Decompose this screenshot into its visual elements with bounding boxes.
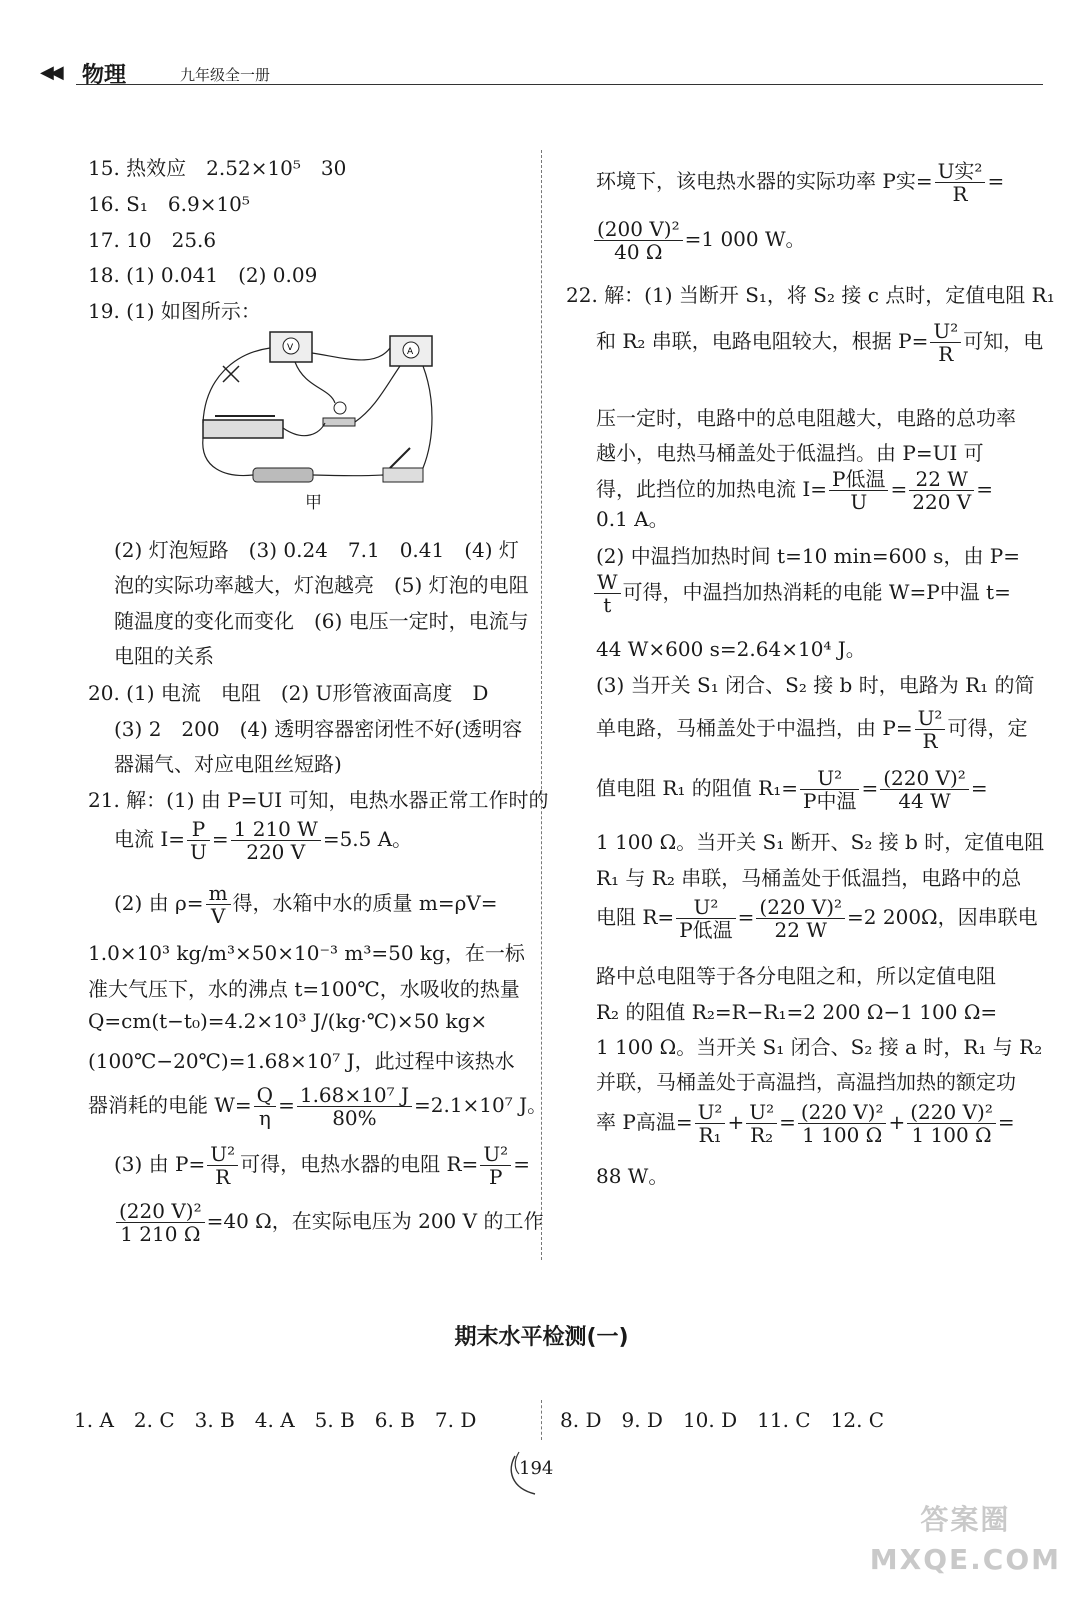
text: =5.5 A。 <box>322 827 413 851</box>
answer-19-line4: 随温度的变化而变化 (6) 电压一定时，电流与 <box>114 609 529 633</box>
answer-20-line2: (3) 2 200 (4) 透明容器密闭性不好(透明容 <box>114 717 523 741</box>
fraction <box>207 1143 238 1188</box>
fraction <box>935 160 986 205</box>
answer-21-mass <box>114 882 498 927</box>
numerator: W <box>594 571 621 594</box>
answers-left: 1. A 2. C 3. B 4. A 5. B 6. B 7. D <box>74 1408 477 1432</box>
denominator: R <box>922 729 938 753</box>
denominator: P低温 <box>679 918 733 942</box>
denominator: 220 V <box>912 490 972 514</box>
numerator: Q <box>254 1084 276 1107</box>
answer-21-power <box>592 218 806 263</box>
numerator: U² <box>746 1101 777 1124</box>
answers-right: 8. D 9. D 10. D 11. C 12. C <box>560 1408 885 1432</box>
text: 环境下，该电热水器的实际功率 P实= <box>596 169 933 193</box>
fraction <box>798 1101 887 1146</box>
answer-21-line7: (100℃−20℃)=1.68×10⁷ J，此过程中该热水 <box>88 1049 515 1073</box>
wire <box>203 348 270 423</box>
fraction <box>695 1101 726 1146</box>
denominator: R <box>938 342 954 366</box>
answer-19-line3: 泡的实际功率越大，灯泡越亮 (5) 灯泡的电阻 <box>114 573 529 597</box>
numerator: U² <box>695 1101 726 1124</box>
answer-22-r1: 值电阻 R₁ 的阻值 R₁= $\frac{\text{U²}}{\text{P中温}}$ = $\frac{\text{(220 V)²}}{44 W}$ = <box>596 766 988 813</box>
numerator: (200 V)² <box>594 218 683 241</box>
numerator: (220 V)² <box>880 767 969 790</box>
answer-17: 17. 10 25.6 <box>88 228 217 252</box>
answer-22-line17: R₂ 的阻值 R₂=R−R₁=2 200 Ω−1 100 Ω= <box>596 1000 998 1024</box>
answer-15: 15. 热效应 2.52×10⁵ 30 <box>88 156 347 180</box>
column-divider <box>541 150 542 1260</box>
text: 得，水箱中水的质量 m=ρV= <box>232 891 498 915</box>
text: (3) 由 P= <box>114 1152 206 1176</box>
denominator: 40 Ω <box>614 240 663 264</box>
numerator: m <box>206 882 231 905</box>
denominator: 22 W <box>774 918 827 942</box>
text: 可得，电热水器的电阻 R= <box>240 1152 479 1176</box>
numerator: U² <box>800 767 859 790</box>
text: =1 000 W。 <box>684 227 806 251</box>
answer-22-line2 <box>596 320 1043 365</box>
text: = <box>970 776 988 800</box>
circuit-diagram <box>195 328 445 498</box>
answer-22-current: 得，此挡位的加热电流 I= $\frac{\text{P低温}}{U}$ = $\frac{22 W}{220 V}$ = <box>596 467 993 514</box>
answer-21-cont <box>596 160 1004 205</box>
text: 值电阻 R₁ 的阻值 R₁= <box>596 776 798 800</box>
answer-18: 18. (1) 0.041 (2) 0.09 <box>88 263 318 287</box>
answer-20: 20. (1) 电流 电阻 (2) U形管液面高度 D <box>88 681 489 705</box>
denominator: U <box>850 490 868 514</box>
text: 电流 I= <box>114 827 186 851</box>
answer-19-line5: 电阻的关系 <box>114 644 214 668</box>
text: (2) 由 ρ= <box>114 891 204 915</box>
answer-22-line4: 越小，电热马桶盖处于低温挡。由 P=UI 可 <box>596 441 984 465</box>
fraction <box>746 1101 777 1146</box>
numerator: U² <box>915 707 946 730</box>
answer-22-high-power: 率 P高温= $\frac{\text{U²}}{\text{R₁}}$ + $\frac{\text{U²}}{\text{R₂}}$ = $\frac{\text{(220 V)²}}{1 100 \Omega}$ + $\frac{\text{(220 V)²}}{1 100 \Omega}$ = <box>596 1100 1015 1147</box>
numerator: U² <box>207 1143 238 1166</box>
fraction <box>880 767 969 812</box>
denominator: 1 100 Ω <box>911 1123 992 1147</box>
answer-16: 16. S₁ 6.9×10⁵ <box>88 192 250 216</box>
denominator: 1 100 Ω <box>802 1123 883 1147</box>
numerator: 1.68×10⁷ J <box>297 1084 412 1107</box>
answer-21-line6: Q=cm(t−t₀)=4.2×10³ J/(kg·℃)×50 kg× <box>88 1009 488 1033</box>
figure-caption: 甲 <box>305 493 322 513</box>
wire <box>313 475 383 476</box>
wire <box>203 438 253 476</box>
text: =2 200Ω，因串联电 <box>847 905 1038 929</box>
denominator: P中温 <box>802 789 857 813</box>
bulb-base <box>323 418 355 426</box>
switch-lever <box>390 448 410 468</box>
text: = <box>997 1110 1015 1134</box>
numerator: U² <box>676 896 735 919</box>
answer-22-line14: R₁ 与 R₂ 串联，马桶盖处于低温挡，电路中的总 <box>596 866 1022 890</box>
numerator: U² <box>480 1143 511 1166</box>
denominator: η <box>258 1106 271 1130</box>
fraction <box>297 1084 412 1129</box>
fraction <box>676 896 735 941</box>
text: = <box>513 1152 530 1176</box>
switch <box>383 468 423 482</box>
answer-21: 21. 解：(1) 由 P=UI 可知，电热水器正常工作时的 <box>88 788 549 812</box>
voltmeter-symbol: V <box>287 343 294 353</box>
answer-21-last <box>114 1200 543 1245</box>
fraction <box>907 1101 996 1146</box>
wire <box>355 366 400 422</box>
watermark: 答案圈 MXQE.COM <box>869 1503 1061 1576</box>
denominator: P <box>489 1165 503 1189</box>
subject-title: 物理 <box>82 63 127 88</box>
denominator: R <box>215 1165 231 1189</box>
fraction <box>915 707 946 752</box>
answer-22-line16: 路中总电阻等于各分电阻之和，所以定值电阻 <box>596 964 996 988</box>
text: 单电路，马桶盖处于中温挡，由 P= <box>596 716 913 740</box>
fraction <box>829 468 888 513</box>
header-arrow-icon: ◀◀ <box>40 62 60 83</box>
text: 可知，电 <box>963 329 1044 353</box>
denominator: R₂ <box>750 1123 774 1147</box>
answer-22-line13: 1 100 Ω。当开关 S₁ 断开、S₂ 接 b 时，定值电阻 <box>596 830 1045 854</box>
fraction <box>594 218 683 263</box>
fraction <box>800 767 859 812</box>
numerator: U² <box>930 320 961 343</box>
text: 率 P高温= <box>596 1110 693 1134</box>
answers-divider <box>541 1400 542 1440</box>
wire <box>283 423 325 436</box>
wire <box>423 366 432 468</box>
answer-22-energy <box>592 571 1011 616</box>
answer-22-line21: 88 W。 <box>596 1164 669 1188</box>
numerator: (220 V)² <box>907 1101 996 1124</box>
denominator: R <box>952 182 968 206</box>
cross-mark-icon <box>223 366 239 382</box>
answer-21-current: 电流 I= $\frac{P}{U}$ = $\frac{1 210 W}{220 V}$ =5.5 A。 <box>114 817 413 864</box>
answer-21-line5: 准大气压下，水的沸点 t=100℃，水吸收的热量 <box>88 977 520 1001</box>
wire <box>295 362 335 403</box>
answer-19: 19. (1) 如图所示： <box>88 299 261 323</box>
fraction <box>909 468 974 513</box>
section-title: 期末水平检测(一) <box>454 1325 629 1350</box>
fraction <box>187 818 210 863</box>
text: =40 Ω，在实际电压为 200 V 的工作 <box>206 1209 544 1233</box>
answer-22-line7: (2) 中温挡加热时间 t=10 min=600 s，由 P= <box>596 544 1021 568</box>
fraction <box>206 882 231 927</box>
fraction <box>254 1084 276 1129</box>
bulb <box>334 402 346 414</box>
answer-22-line18: 1 100 Ω。当开关 S₁ 闭合、S₂ 接 a 时，R₁ 与 R₂ <box>596 1035 1043 1059</box>
rheostat <box>203 420 283 438</box>
text: =2.1×10⁷ J。 <box>413 1093 548 1117</box>
answer-21-line4: 1.0×10³ kg/m³×50×10⁻³ m³=50 kg，在一标 <box>88 941 525 965</box>
numerator: 1 210 W <box>231 818 321 841</box>
text: = <box>976 477 993 501</box>
numerator: P <box>187 818 210 841</box>
fraction <box>930 320 961 365</box>
denominator: 44 W <box>898 789 951 813</box>
numerator: (220 V)² <box>798 1101 887 1124</box>
page-number-text: 194 <box>519 1458 554 1479</box>
fraction <box>116 1200 205 1245</box>
numerator: (220 V)² <box>756 896 845 919</box>
answer-22-line11 <box>596 707 1027 752</box>
answer-22-line6: 0.1 A。 <box>596 507 669 531</box>
denominator: 1 210 Ω <box>120 1222 201 1246</box>
text: 可得，中温挡加热消耗的电能 W=P中温 t= <box>622 580 1011 604</box>
answer-20-line3: 器漏气、对应电阻丝短路) <box>114 752 342 776</box>
numerator: U实² <box>935 160 986 183</box>
denominator: U <box>190 840 207 864</box>
text: 和 R₂ 串联，电路电阻较大，根据 P= <box>596 329 929 353</box>
answer-22-line19: 并联，马桶盖处于高温挡，高温挡加热的额定功 <box>596 1070 1016 1094</box>
text: 器消耗的电能 W= <box>88 1093 252 1117</box>
answer-22: 22. 解：(1) 当断开 S₁，将 S₂ 接 c 点时，定值电阻 R₁ <box>566 283 1055 307</box>
numerator: 22 W <box>909 468 974 491</box>
denominator: R₁ <box>698 1123 722 1147</box>
numerator: P低温 <box>829 468 888 491</box>
battery <box>253 468 313 482</box>
page-number <box>505 1448 575 1498</box>
header-rule <box>76 84 1043 85</box>
text: 电阻 R= <box>596 905 675 929</box>
fraction <box>594 571 621 616</box>
text: 得，此挡位的加热电流 I= <box>596 477 828 501</box>
ammeter-symbol: A <box>407 347 414 357</box>
answer-21-resistance <box>114 1143 530 1188</box>
denominator: 80% <box>332 1106 377 1130</box>
wire <box>312 348 390 360</box>
answer-19-line2: (2) 灯泡短路 (3) 0.24 7.1 0.41 (4) 灯 <box>114 538 519 562</box>
answer-22-line10: (3) 当开关 S₁ 闭合、S₂ 接 b 时，电路为 R₁ 的简 <box>596 673 1035 697</box>
denominator: t <box>603 593 612 617</box>
text: = <box>987 169 1005 193</box>
grade-label: 九年级全一册 <box>180 66 271 84</box>
page-header <box>40 58 1043 88</box>
fraction <box>231 818 321 863</box>
answer-22-total-r: 电阻 R= $\frac{\text{U²}}{\text{P低温}}$ = $\frac{\text{(220 V)²}}{22 W}$ =2 200Ω，因串联电 <box>596 895 1038 942</box>
fraction <box>480 1143 511 1188</box>
numerator: (220 V)² <box>116 1200 205 1223</box>
denominator: V <box>210 904 226 928</box>
answer-22-line9: 44 W×600 s=2.64×10⁴ J。 <box>596 637 866 661</box>
answer-22-line3: 压一定时，电路中的总电阻越大，电路的总功率 <box>596 406 1016 430</box>
answer-21-energy: 器消耗的电能 W= $\frac{Q}{\eta}$ = $\frac{\text{1.68×10⁷ J}}{80\%}$ =2.1×10⁷ J。 <box>88 1083 548 1130</box>
text: 可得，定 <box>947 716 1028 740</box>
denominator: 220 V <box>246 840 306 864</box>
fraction <box>756 896 845 941</box>
